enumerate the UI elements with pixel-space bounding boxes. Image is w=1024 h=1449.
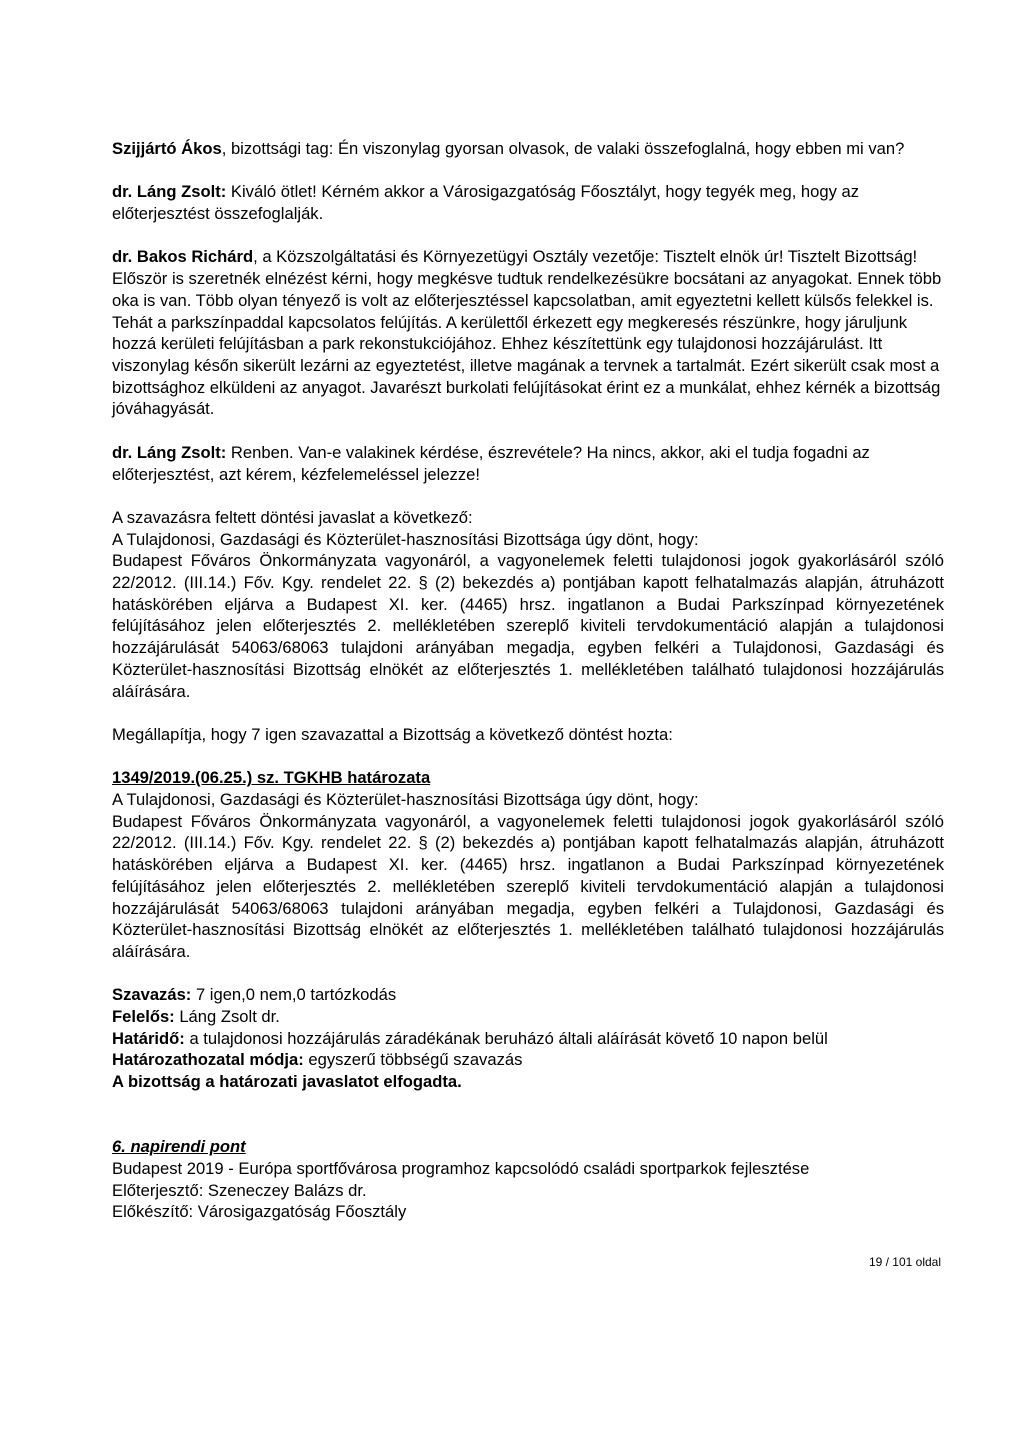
vote-value: 7 igen,0 nem,0 tartózkodás [191, 985, 397, 1005]
resolution-block [112, 767, 944, 962]
agenda-block [112, 1136, 944, 1223]
finding-text: Megállapítja, hogy 7 igen szavazattal a Bizottság a következő döntést hozta: [112, 724, 673, 744]
proposal-intro: A szavazásra feltett döntési javaslat a következő: [112, 507, 473, 527]
deadline-value: a tulajdonosi hozzájárulás záradékának beruházó általi aláírását követő 10 napon belül [184, 1028, 828, 1048]
agenda-preparer [112, 1201, 944, 1223]
accepted-line: A bizottság a határozati javaslatot elfogadta. [112, 1072, 462, 1092]
proposal-body: Budapest Főváros Önkormányzata vagyonáról, a vagyonelemek feletti tulajdonosi jogok gyakorlásáról szóló 22/2012. (III.14.) Főv. Kgy. rendelet 22. § (2) bekezdés a) pontjában kapott felhatalmazás alapján, átruházott hatáskörében eljárva a Budapest XI. ker. (4465) hrsz. ingatlanon a Budai Parkszínpad környezetének felújításához jelen előterjesztés 2. mellékletében szereplő kiviteli tervdokumentáció alapján a tulajdonosi hozzájárulását 54063/68063 tulajdoni arányában megadja, egyben felkéri a Tulajdonosi, Gazdasági és Közterület-hasznosítási Bizottság elnökét az előterjesztés 1. mellékletében található tulajdonosi hozzájárulás aláírására. [112, 551, 944, 701]
page-number: 19 / 101 oldal [868, 1255, 941, 1269]
resolution-body: Budapest Főváros Önkormányzata vagyonáról, a vagyonelemek feletti tulajdonosi jogok gyakorlásáról szóló 22/2012. (III.14.) Főv. Kgy. rendelet 22. § (2) bekezdés a) pontjában kapott felhatalmazás alapján, átruházott hatáskörében eljárva a Budapest XI. ker. (4465) hrsz. ingatlanon a Budai Parkszínpad környezetének felújításához jelen előterjesztés 2. mellékletében szereplő kiviteli tervdokumentáció alapján a tulajdonosi hozzájárulását 54063/68063 tulajdoni arányában megadja, egyben felkéri a Tulajdonosi, Gazdasági és Közterület-hasznosítási Bizottság elnökét az előterjesztés 1. mellékletében található tulajdonosi hozzájárulás aláírására. [112, 811, 944, 961]
presenter-label: Előterjesztő: [112, 1180, 204, 1200]
speaker-name: dr. Láng Zsolt: [112, 442, 227, 462]
resolution-decides: A Tulajdonosi, Gazdasági és Közterület-hasznosítási Bizottsága úgy dönt, hogy: [112, 790, 699, 809]
speaker-name: dr. Láng Zsolt: [112, 182, 227, 202]
speech-lang-2 [112, 442, 944, 485]
deadline-label: Határidő: [112, 1028, 185, 1048]
presenter-value: Szeneczey Balázs dr. [203, 1180, 367, 1200]
responsible-line [112, 1006, 944, 1028]
vote-line [112, 984, 944, 1006]
deadline-line [112, 1028, 944, 1050]
document-page [112, 138, 944, 1223]
method-value: egyszerű többségű szavazás [303, 1050, 523, 1070]
agenda-presenter [112, 1180, 944, 1202]
method-line [112, 1049, 944, 1071]
agenda-number: 6. napirendi pont [112, 1137, 246, 1157]
speaker-name: dr. Bakos Richárd [112, 247, 254, 267]
proposal-block [112, 507, 944, 702]
speech-text: Kiváló ötlet! Kérném akkor a Városigazgatóság Főosztályt, hogy tegyék meg, hogy az előterjesztést összefoglalják. [112, 182, 860, 224]
responsible-label: Felelős: [112, 1007, 175, 1027]
method-label: Határozathozatal módja: [112, 1050, 304, 1070]
preparer-label: Előkészítő: [112, 1202, 194, 1222]
speech-lang-1 [112, 181, 944, 224]
speech-text: Renben. Van-e valakinek kérdése, észrevétele? Ha nincs, akkor, aki el tudja fogadni az előterjesztést, azt kérem, kézfelemeléssel jelezze! [112, 442, 870, 484]
speaker-name: Szijjártó Ákos [112, 139, 222, 158]
responsible-value: Láng Zsolt dr. [174, 1007, 280, 1027]
agenda-title: Budapest 2019 - Európa sportfővárosa programhoz kapcsolódó családi sportparkok fejlesztése [112, 1158, 810, 1178]
preparer-value: Városigazgatóság Főosztály [193, 1202, 407, 1222]
vote-label: Szavazás: [112, 985, 192, 1005]
speech-bakos [112, 246, 944, 420]
resolution-title: 1349/2019.(06.25.) sz. TGKHB határozata [112, 768, 431, 788]
speech-szijjarto [112, 138, 944, 160]
resolution-details [112, 984, 944, 1093]
speech-text: , a Közszolgáltatási és Környezetügyi Osztály vezetője: Tisztelt elnök úr! Tisztelt Bizottság! Először is szeretnék elnézést kérni, hogy megkésve tudtuk rendelkezésükre bocsátani az anyagokat. Ennek több oka is van. Több olyan tényező is volt az előterjesztéssel kapcsolatban, amit egyeztetni kellett külsős felekkel is. Tehát a parkszínpaddal kapcsolatos felújítás. A kerülettől érkezett egy megkeresés részünkre, hogy járuljunk hozzá kerületi felújításban a park rekonstukciójához. Ehhez készítettünk egy tulajdonosi hozzájárulást. Itt viszonylag későn sikerült lezárni az egyeztetést, illetve magának a tervnek a tartalmát. Ezért sikerült csak most a bizottsághoz elküldeni az anyagot. Javarészt burkolati felújításokat érint ez a munkálat, ehhez kérnék a bizottság jóváhagyását. [112, 247, 942, 419]
speech-text: , bizottsági tag: Én viszonylag gyorsan olvasok, de valaki összefoglalná, hogy ebben mi van? [221, 139, 905, 158]
proposal-decides: A Tulajdonosi, Gazdasági és Közterület-hasznosítási Bizottsága úgy dönt, hogy: [112, 529, 699, 549]
